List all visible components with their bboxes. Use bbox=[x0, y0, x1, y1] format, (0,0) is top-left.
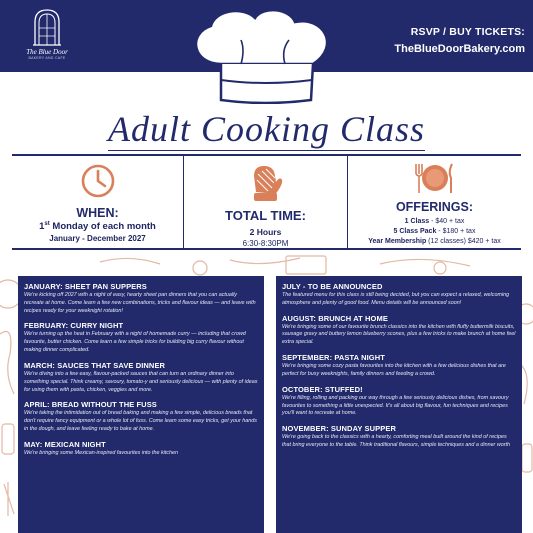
clock-icon bbox=[79, 162, 117, 200]
month-description: We're taking the intimidation out of bread baking and making a few simple, delicious breads that don't require fancy equipment or a whole lot of fuss. Come learn some easy tricks, get your hands in the dough, and leave feeling ready to bake at home. bbox=[24, 410, 257, 433]
door-icon bbox=[32, 8, 62, 46]
plate-cutlery-icon bbox=[413, 160, 457, 196]
when-day-text: Monday of each month bbox=[49, 221, 156, 233]
month-description: We're filling, rolling and packing our way through a few seriously delicious dishes, from savoury favourites to something a little unexpected. It's all about big flavour, fun techniques and recipes you'll want to recreate at home. bbox=[282, 394, 509, 417]
offering-membership-price: (12 classes) $420 + tax bbox=[426, 238, 501, 245]
month-item bbox=[282, 282, 516, 308]
time-range: 6:30-8:30PM bbox=[242, 239, 289, 248]
title-underline bbox=[108, 150, 425, 151]
month-item bbox=[24, 361, 258, 394]
offering-membership bbox=[348, 238, 521, 245]
oven-mitt-icon bbox=[248, 162, 284, 204]
rsvp-label: RSVP / BUY TICKETS: bbox=[410, 26, 525, 38]
offerings-section bbox=[348, 156, 521, 248]
when-heading: WHEN: bbox=[76, 206, 119, 220]
month-item bbox=[282, 353, 516, 379]
month-item bbox=[24, 282, 258, 315]
month-heading: AUGUST: BRUNCH AT HOME bbox=[282, 313, 388, 323]
offering-pack bbox=[348, 228, 521, 235]
month-heading: APRIL: BREAD WITHOUT THE FUSS bbox=[24, 400, 157, 410]
offering-single-label: 1 Class bbox=[404, 218, 430, 225]
website-link[interactable]: TheBlueDoorBakery.com bbox=[394, 43, 525, 55]
schedule-panel-right bbox=[276, 276, 522, 533]
offering-membership-label: Year Membership bbox=[368, 238, 427, 245]
month-heading: FEBRUARY: CURRY NIGHT bbox=[24, 321, 124, 331]
month-heading: JANUARY: SHEET PAN SUPPERS bbox=[24, 282, 147, 291]
offerings-heading: OFFERINGS: bbox=[395, 200, 474, 214]
month-description: We're bringing some cozy pasta favourites into the kitchen with a few delicious dishes that are perfect for busy weeknights, family dinners and feeding a crowd. bbox=[282, 363, 506, 377]
duration: 2 Hours bbox=[249, 227, 282, 237]
month-heading: MARCH: SAUCES THAT SAVE DINNER bbox=[24, 360, 166, 370]
total-time-heading: TOTAL TIME: bbox=[225, 208, 306, 223]
bakery-logo bbox=[18, 8, 76, 70]
page-title: Adult Cooking Class bbox=[107, 109, 426, 149]
schedule-panel-left bbox=[18, 276, 264, 533]
when-day bbox=[12, 221, 183, 232]
when-day-suffix: st bbox=[44, 221, 50, 227]
month-description: We're kicking off 2027 with a night of easy, hearty sheet pan dinners that you can actually recreate at home. Come learn a few new combinations, tricks and flavour ideas — and leave with recipes ready for your weeknight rotation! bbox=[24, 292, 256, 314]
month-item bbox=[24, 440, 258, 458]
month-item bbox=[24, 321, 258, 354]
month-item bbox=[282, 424, 516, 450]
offering-pack-label: 5 Class Pack bbox=[393, 228, 437, 235]
info-strip bbox=[12, 154, 521, 250]
chef-hat-icon bbox=[185, 6, 345, 104]
when-dates: January - December 2027 bbox=[49, 234, 146, 243]
month-heading: JULY - TO BE ANNOUNCED bbox=[282, 282, 383, 291]
month-description: We're bringing some of our favourite brunch classics into the kitchen with fluffy buttermilk biscuits, sausage gravy and buttery lemon blueberry scones, plus a few tricks to make brunch at home feel extra special. bbox=[282, 323, 516, 346]
when-section bbox=[12, 156, 183, 248]
month-description: We're bringing some Mexican-inspired favourites into the kitchen bbox=[24, 449, 179, 456]
offering-pack-price: - $180 + tax bbox=[436, 228, 476, 235]
month-description: The featured menu for this class is still being decided, but you can expect a relaxed, welcoming atmosphere and plenty of good food. Menu details will be announced soon! bbox=[282, 292, 510, 306]
month-heading: NOVEMBER: SUNDAY SUPPER bbox=[282, 424, 396, 434]
when-day-number: 1 bbox=[39, 221, 45, 233]
total-time-section bbox=[183, 156, 348, 248]
month-heading: OCTOBER: STUFFED! bbox=[282, 384, 363, 394]
month-description: We're going back to the classics with a hearty, comforting meal built around the kind of recipes that bring everyone to the table. Think traditional flavours, simple techniques and a dinner worth bbox=[282, 434, 511, 449]
logo-subtitle: BAKERY AND CAFE bbox=[28, 56, 66, 60]
offering-single bbox=[348, 218, 521, 225]
month-heading: SEPTEMBER: PASTA NIGHT bbox=[282, 353, 385, 363]
month-item bbox=[282, 314, 516, 347]
month-description: We're turning up the heat in February with a night of homemade curry — including that crowd favourite, butter chicken. Come learn a few simple tricks for building big curry flavour without making dinner complicated. bbox=[24, 331, 246, 354]
offering-single-price: - $40 + tax bbox=[429, 218, 465, 225]
logo-name: The Blue Door bbox=[26, 48, 68, 56]
month-item bbox=[282, 385, 516, 418]
month-description: We're diving into a few easy, flavour-packed sauces that can turn an ordinary dinner into something special. Think creamy, savoury, tomato-y and seriously delicious — with plenty of ideas for using them with pasta, chicken, veggies and more. bbox=[24, 370, 258, 393]
month-heading: MAY: MEXICAN NIGHT bbox=[24, 439, 106, 449]
month-item bbox=[24, 400, 258, 433]
rsvp-info bbox=[394, 26, 525, 55]
